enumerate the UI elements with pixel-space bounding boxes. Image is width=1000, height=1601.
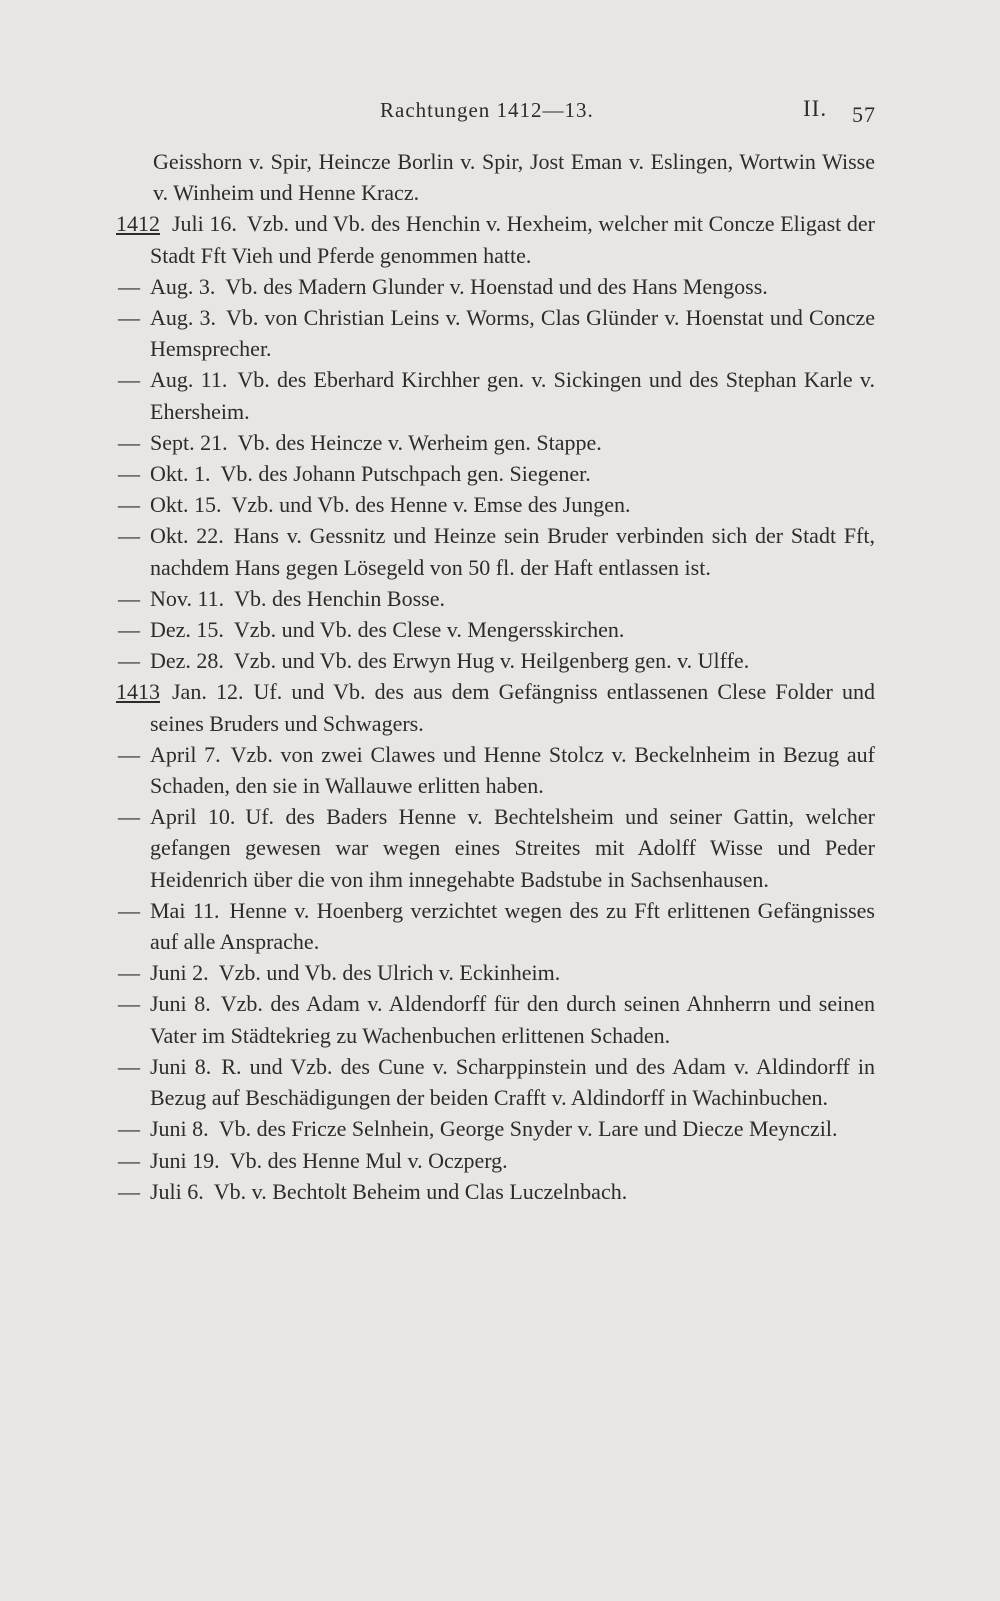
entry-text: Vzb. von zwei Clawes und Henne Stolcz v. Beckelnheim in Bezug auf Schaden, den sie in Wallauwe erlitten haben.	[150, 741, 875, 799]
entry-date: Juli 16.	[172, 211, 237, 237]
entry-dash: —	[118, 523, 140, 549]
register-entry	[120, 957, 875, 988]
entry-dash: —	[118, 367, 140, 393]
register-entry	[120, 988, 875, 1050]
entry-year: 1412	[116, 211, 160, 237]
entry-dash: —	[118, 585, 140, 611]
entry-date: Okt. 22.	[150, 523, 224, 549]
entry-date: April 10.	[150, 804, 236, 830]
entry-date: Jan. 12.	[172, 679, 244, 705]
entry-text: Vzb. und Vb. des Clese v. Mengersskirchen.	[233, 617, 625, 643]
entry-text: R. und Vzb. des Cune v. Scharppinstein und des Adam v. Aldindorff in Bezug auf Beschädigungen der beiden Crafft v. Aldindorff in Wachinbuchen.	[150, 1053, 875, 1111]
entry-text: Vzb. und Vb. des Henchin v. Hexheim, welcher mit Concze Eligast der Stadt Fft Vieh und Pferde genommen hatte.	[150, 211, 875, 268]
entry-text: Vb. des Eberhard Kirchher gen. v. Sickingen und des Stephan Karle v. Ehersheim.	[150, 367, 875, 424]
entry-text: Vzb. und Vb. des Ulrich v. Eckinheim.	[218, 960, 561, 986]
entry-text: Vb. des Heincze v. Werheim gen. Stappe.	[237, 429, 602, 455]
entry-dash: —	[118, 1147, 140, 1173]
entry-text: Vb. des Johann Putschpach gen. Siegener.	[220, 461, 591, 487]
register-entry	[120, 895, 875, 957]
entry-date: Aug. 11.	[150, 367, 228, 393]
register-entry	[120, 364, 875, 426]
register-entry	[120, 739, 875, 801]
register-entry	[120, 458, 875, 489]
entry-dash: —	[118, 648, 140, 674]
register-entry	[116, 208, 875, 270]
entry-date: Juli 6.	[150, 1178, 204, 1204]
entry-list	[116, 146, 876, 1207]
entry-date: Mai 11.	[150, 897, 220, 923]
entry-text: Vb. des Madern Glunder v. Hoenstad und des Hans Mengoss.	[225, 273, 768, 299]
entry-dash: —	[118, 492, 140, 518]
entry-dash: —	[118, 1116, 140, 1142]
register-entry	[120, 1051, 875, 1113]
register-entry	[120, 1176, 875, 1207]
register-entry	[120, 146, 875, 208]
entry-year: 1413	[116, 679, 160, 705]
entry-text: Vb. von Christian Leins v. Worms, Clas Glünder v. Hoenstat und Concze Hemsprecher.	[150, 305, 875, 362]
entry-text: Henne v. Hoenberg verzichtet wegen des zu Fft erlittenen Gefängnisses auf alle Ansprache.	[150, 897, 875, 955]
entry-date: Okt. 1.	[150, 461, 211, 487]
entry-dash: —	[118, 1178, 140, 1204]
entry-dash: —	[118, 617, 140, 643]
register-entry	[120, 614, 875, 645]
entry-text: Uf. des Baders Henne v. Bechtelsheim und seiner Gattin, welcher gefangen gewesen war wegen eines Streites mit Adolff Wisse und Peder Heidenrich über die von ihm innegehabte Badstube in Sachsenhausen.	[150, 804, 875, 892]
entry-dash: —	[118, 804, 140, 830]
register-entry	[120, 427, 875, 458]
entry-dash: —	[118, 273, 140, 299]
entry-date: Juni 2.	[150, 960, 209, 986]
entry-date: Juni 8.	[150, 991, 211, 1017]
entry-dash: —	[118, 897, 140, 923]
register-entry	[116, 676, 875, 738]
entry-text: Vzb. und Vb. des Henne v. Emse des Jungen.	[231, 492, 631, 518]
entry-date: Sept. 21.	[150, 429, 228, 455]
entry-text: Vb. v. Bechtolt Beheim und Clas Luczelnbach.	[213, 1178, 628, 1204]
running-header	[0, 96, 1000, 130]
entry-date: Aug. 3.	[150, 273, 216, 299]
entry-dash: —	[118, 960, 140, 986]
entry-date: Nov. 11.	[150, 585, 225, 611]
header-title: Rachtungen 1412—13.	[380, 98, 594, 122]
register-entry	[120, 583, 875, 614]
entry-dash: —	[118, 429, 140, 455]
entry-date: Juni 8.	[150, 1116, 209, 1142]
register-entry	[120, 1113, 875, 1144]
entry-date: Juni 8.	[150, 1053, 212, 1079]
register-entry	[120, 271, 875, 302]
entry-date: Aug. 3.	[150, 305, 217, 331]
register-entry	[120, 645, 875, 676]
entry-text: Vb. des Fricze Selnhein, George Snyder v. Lare und Diecze Meynczil.	[218, 1116, 838, 1142]
entry-dash: —	[118, 305, 140, 331]
register-entry	[120, 302, 875, 364]
entry-dash: —	[118, 991, 140, 1017]
section-number: II.	[803, 96, 828, 121]
entry-date: Okt. 15.	[150, 492, 222, 518]
page-number: 57	[852, 102, 876, 127]
entry-dash: —	[118, 461, 140, 487]
entry-text: Vb. des Henchin Bosse.	[234, 585, 445, 611]
entry-date: April 7.	[150, 741, 221, 767]
entry-text: Vzb. des Adam v. Aldendorff für den durch seinen Ahnherrn und seinen Vater im Städtekrieg zu Wachenbuchen erlittenen Schaden.	[150, 991, 875, 1048]
entry-dash: —	[118, 1053, 140, 1079]
register-entry	[120, 520, 875, 582]
entry-text: Geisshorn v. Spir, Heincze Borlin v. Spir, Jost Eman v. Eslingen, Wortwin Wisse v. Winheim und Henne Kracz.	[153, 149, 875, 206]
register-entry	[120, 801, 875, 895]
entry-text: Vb. des Henne Mul v. Oczperg.	[229, 1147, 508, 1173]
register-entry	[120, 489, 875, 520]
entry-text: Hans v. Gessnitz und Heinze sein Bruder verbinden sich der Stadt Fft, nachdem Hans gegen Lösegeld von 50 fl. der Haft entlassen ist.	[150, 523, 876, 580]
entry-date: Juni 19.	[150, 1147, 220, 1173]
entry-text: Uf. und Vb. des aus dem Gefängniss entlassenen Clese Folder und seines Bruders und Schwagers.	[150, 679, 875, 736]
register-entry	[120, 1145, 875, 1176]
entry-text: Vzb. und Vb. des Erwyn Hug v. Heilgenberg gen. v. Ulffe.	[233, 648, 750, 674]
entry-dash: —	[118, 741, 140, 767]
entry-date: Dez. 28.	[150, 648, 224, 674]
entry-date: Dez. 15.	[150, 617, 224, 643]
